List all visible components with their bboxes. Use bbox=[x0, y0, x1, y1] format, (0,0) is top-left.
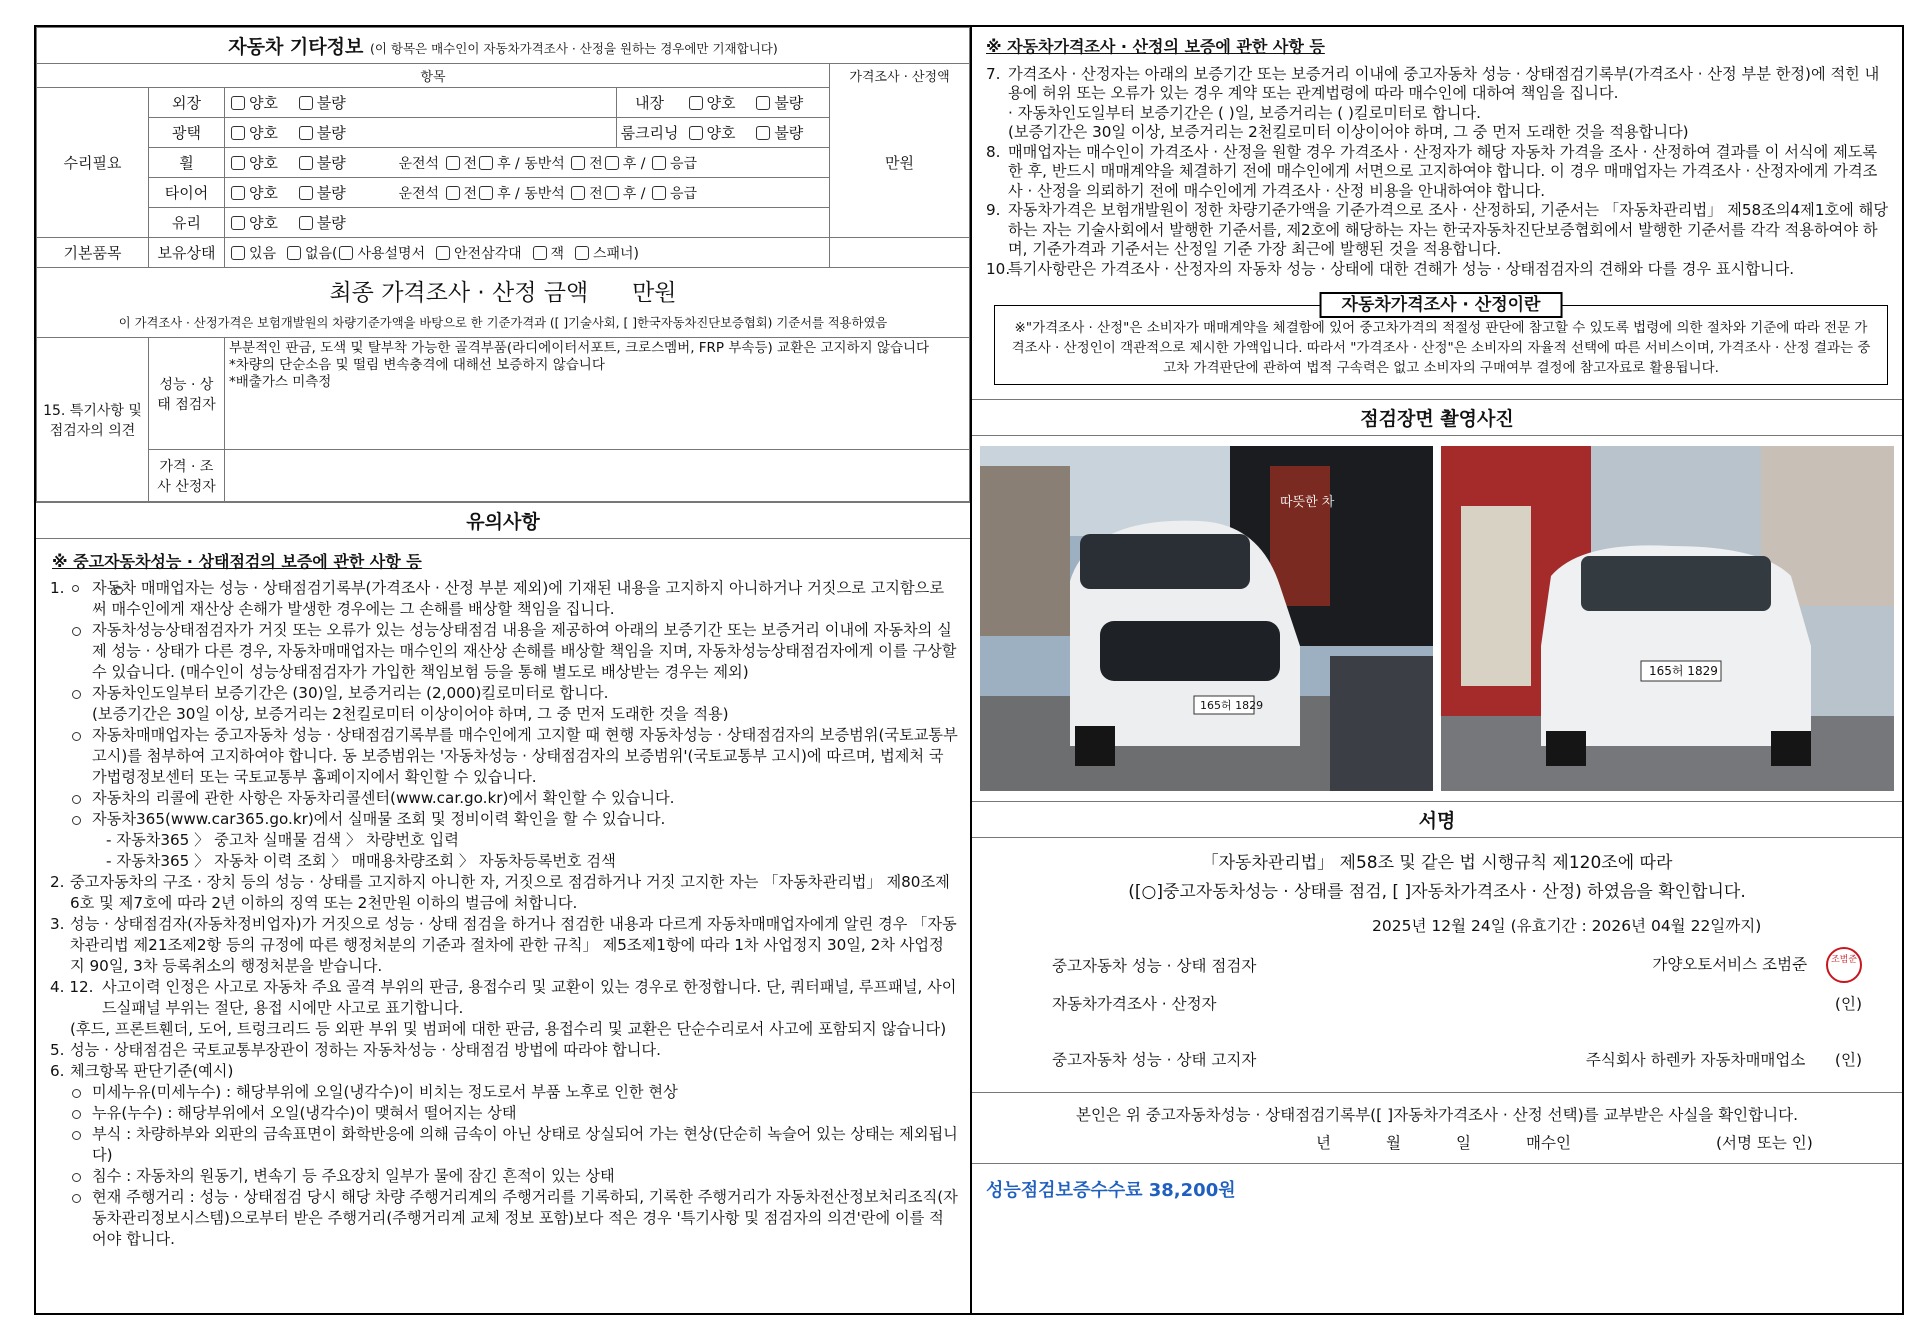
wheel-driver-rear-checkbox[interactable] bbox=[479, 156, 493, 170]
exterior-label: 외장 bbox=[149, 88, 225, 118]
spanner-checkbox[interactable] bbox=[575, 246, 589, 260]
interior-good-checkbox[interactable] bbox=[689, 96, 703, 110]
inspection-record-page bbox=[34, 25, 1904, 1315]
front-car-photo bbox=[980, 446, 1433, 791]
tire-passenger-rear-checkbox[interactable] bbox=[605, 186, 619, 200]
photos-area bbox=[972, 436, 1902, 801]
glass-label: 유리 bbox=[149, 208, 225, 238]
exterior-bad-checkbox[interactable] bbox=[299, 96, 313, 110]
gloss-label: 광택 bbox=[149, 118, 225, 148]
price-notes-heading: ※ 자동차가격조사 · 산정의 보증에 관한 사항 등 bbox=[986, 37, 1325, 56]
price-unit: 만원 bbox=[830, 88, 970, 238]
price-definition-title: 자동차가격조사 · 산정이란 bbox=[1320, 292, 1563, 318]
item-col-header: 항목 bbox=[37, 64, 830, 88]
perf-inspector-label: 성능 · 상태 점검자 bbox=[149, 338, 225, 450]
price-definition-text: ※"가격조사 · 산정"은 소비자가 매매계약을 체결함에 있어 중고차가격의 적절성 판단에 참고할 수 있도록 법령에 의한 절차와 기준에 따라 전문 가격조사 · 산정인이 객관적으로 제시한 가액입니다. 따라서 "가격조사 · 산정"은 소비자의 자율적 선택에 따른 서비스이며, 가격조사 · 산정 결과는 중고차 가격판단에 관하여 법적 구속력은 없고 소비자의 구매여부 결정에 참고자료로 활용됩니다. bbox=[1011, 320, 1871, 376]
sign-section: 「자동차관리법」 제58조 및 같은 법 시행규칙 제120조에 따라 ([○]중고자동차성능 · 상태를 점검, [ ]자동차가격조사 · 산정) 하였음을 확인합니다. 2025년 12월 24일 (유효기간 : 2026년 04월 22일까지) 중고자동차 성능 · 상태 점검자 가양오토서비스 조범준 조범준 자동차가격조사 · 산정자 (인) 중고자동차 성능 · 상태 고지자 주식회사 하렌카 자동차매매업소 (인) bbox=[972, 838, 1902, 1084]
confirm-section: 본인은 위 중고자동차성능 · 상태점검기록부([ ]자동차가격조사 · 산정 선택)를 교부받은 사실을 확인합니다. 년 월 일 매수인 (서명 또는 인) bbox=[972, 1092, 1902, 1163]
notes-heading: ※ 중고자동차성능 · 상태점검의 보증에 관한 사항 등 bbox=[52, 552, 422, 571]
price-definition-box bbox=[994, 295, 1888, 385]
etc-info-note: (이 항목은 매수인이 자동차가격조사 · 산정을 원하는 경우에만 기재합니다) bbox=[369, 41, 778, 56]
possession-label: 보유상태 bbox=[149, 238, 225, 268]
tire-driver-front-checkbox[interactable] bbox=[446, 186, 460, 200]
tire-good-checkbox[interactable] bbox=[231, 186, 245, 200]
final-price-note: 이 가격조사 · 산정가격은 보험개발원의 차량기준가액을 바탕으로 한 기준가격과 ([ ]기술사회, [ ]한국자동차진단보증협회) 기준서를 적용하였음 bbox=[118, 316, 888, 330]
gloss-good-checkbox[interactable] bbox=[231, 126, 245, 140]
front-plate-text: 165허 1829 bbox=[1200, 699, 1264, 712]
wheel-emergency-checkbox[interactable] bbox=[652, 156, 666, 170]
left-column bbox=[36, 27, 972, 1313]
exterior-good-checkbox[interactable] bbox=[231, 96, 245, 110]
has-checkbox[interactable] bbox=[231, 246, 245, 260]
roomclean-label: 룸크리닝 bbox=[616, 118, 682, 148]
shop-sign-text: 따뜻한 차 bbox=[1280, 495, 1335, 510]
wheel-label: 휠 bbox=[149, 148, 225, 178]
jack-checkbox[interactable] bbox=[533, 246, 547, 260]
tire-driver-rear-checkbox[interactable] bbox=[479, 186, 493, 200]
fee-text: 성능점검보증수수료 38,200원 bbox=[972, 1163, 1902, 1313]
tire-label: 타이어 bbox=[149, 178, 225, 208]
wheel-passenger-front-checkbox[interactable] bbox=[571, 156, 585, 170]
price-notes: ※ 자동차가격조사 · 산정의 보증에 관한 사항 등 7. 가격조사 · 산정자는 아래의 보증기간 또는 보증거리 이내에 중고자동차 성능 · 상태점검기록부(가격조사 · 산정 부분 한정)에 적힌 내용에 허위 또는 오류가 있는 경우 계약 또는 관계법령에 따라 매수인에 대하여 책임을 집니다. · 자동차인도일부터 보증기간은 ( )일, 보증거리는 ( )킬로미터로 합니다. (보증기간은 30일 이상, 보증거리는 2천킬로미터 이상이어야 하며, 그 중 먼저 도래한 것을 적용합니다) 8. 매매업자는 매수인이 가격조사 · 산정을 원할 경우 가격조사 · 산정자가 해당 자동차 가격을 조사 · 산정하여 결과를 이 서식에 제도록 한 후, 반드시 매매계약을 체결하기 전에 매수인에게 서면으로 고지하여야 합니다. 이 경우 매매업자는 가격조사 · 산정자에게 가격조사 · 산정을 의뢰하기 전에 매수인에게 가격조사 · 산정 비용을 안내하여야 합니다. 9. 자동차가격은 보험개발원이 정한 차량기준가액을 기준가격으로 조사 · 산정하되, 기준서는 「자동차관리법」 제58조의4제1호에 해당하는 자는 기술사회에서 발행한 기준서를, 제2호에 해당하는 자는 한국자동차진단보증협회에서 발행한 기준서를 각각 적용하여야 하며, 기준가격과 기준서는 산정일 기준 가장 최근에 발행된 것을 적용합니다. 10. 특기사항란은 가격조사 · 산정자의 자동차 성능 · 상태에 대한 견해가 성능 · 상태점검자의 견해와 다를 경우 표시합니다. bbox=[986, 37, 1889, 278]
perf-inspector-opinion: 부분적인 판금, 도색 및 탈부착 가능한 골격부품(라디에이터서포트, 크로스멤버, FRP 부속등) 교환은 고지하지 않습니다 *차량의 단순소음 및 떨림 변속충격에 대해선 보증하지 않습니다 *배출가스 미측정 bbox=[225, 338, 970, 450]
tire-passenger-front-checkbox[interactable] bbox=[571, 186, 585, 200]
roomclean-good-checkbox[interactable] bbox=[689, 126, 703, 140]
final-price-unit: 만원 bbox=[632, 280, 677, 306]
glass-good-checkbox[interactable] bbox=[231, 216, 245, 230]
triangle-checkbox[interactable] bbox=[436, 246, 450, 260]
sign-title: 서명 bbox=[972, 801, 1902, 838]
sign-date: 2025년 12월 24일 (유효기간 : 2026년 04월 22일까지) bbox=[1372, 917, 1762, 935]
price-inspector-opinion bbox=[225, 450, 970, 502]
price-col-header: 가격조사 · 산정액 bbox=[830, 64, 970, 88]
wheel-driver-front-checkbox[interactable] bbox=[446, 156, 460, 170]
roomclean-bad-checkbox[interactable] bbox=[756, 126, 770, 140]
rear-plate-text: 165허 1829 bbox=[1649, 664, 1718, 678]
rear-car-photo bbox=[1441, 446, 1894, 791]
final-price-label: 최종 가격조사 · 산정 금액 bbox=[329, 280, 589, 306]
right-column bbox=[972, 27, 1902, 1313]
tire-emergency-checkbox[interactable] bbox=[652, 186, 666, 200]
etc-info-table: 자동차 기타정보 (이 항목은 매수인이 자동차가격조사 · 산정을 원하는 경우에만 기재합니다) 항목 가격조사 · 산정액 수리필요 외장 양호 불량 내장 양호 불량 만원 광택 양호 불량 룸크리닝 양호 불량 휠 양호 불량 운전석 전 후 / 동반석 전 후 / 응급 타이어 양호 불량 운전석 전 후 / 동반석 전 후 / 응급 유리 양호 불량 기본품목 보유상태 있음 없음( 사용설명서 안전삼각대 잭 스패너) 최종 가격조사 · 산정 금액 만원 이 가격조사 · 산정가격은 보험개발원의 차량기준가액을 바탕으로 한 기준가격과 ([ ]기술사회, [ ]한국자동차진단보증협회) 기준서를 적용하였음 15. 특기사항 및 점검자의 의견 성능 · 상태 점검자 부분적인 판금, 도색 및 탈부착 가능한 골격부품(라디에이터서포트, 크로스멤버, FRP 부속등) 교환은 고지하지 않습니다 *차량의 단순소음 및 떨림 변속충격에 대해선 보증하지 않습니다 *배출가스 미측정 가격 · 조사 산정자 bbox=[36, 27, 970, 502]
wheel-good-checkbox[interactable] bbox=[231, 156, 245, 170]
gloss-bad-checkbox[interactable] bbox=[299, 126, 313, 140]
interior-label: 내장 bbox=[616, 88, 682, 118]
manual-checkbox[interactable] bbox=[339, 246, 353, 260]
etc-info-title: 자동차 기타정보 bbox=[228, 36, 364, 58]
wheel-passenger-rear-checkbox[interactable] bbox=[605, 156, 619, 170]
special-notes-label: 15. 특기사항 및 점검자의 의견 bbox=[37, 338, 149, 502]
tire-bad-checkbox[interactable] bbox=[299, 186, 313, 200]
photos-title: 점검장면 촬영사진 bbox=[972, 399, 1902, 436]
interior-bad-checkbox[interactable] bbox=[756, 96, 770, 110]
repair-label: 수리필요 bbox=[37, 88, 149, 238]
basic-items-label: 기본품목 bbox=[37, 238, 149, 268]
notes-title: 유의사항 bbox=[36, 502, 970, 539]
glass-bad-checkbox[interactable] bbox=[299, 216, 313, 230]
price-inspector-label: 가격 · 조사 산정자 bbox=[149, 450, 225, 502]
none-checkbox[interactable] bbox=[287, 246, 301, 260]
wheel-bad-checkbox[interactable] bbox=[299, 156, 313, 170]
inspector-stamp: 조범준 bbox=[1826, 947, 1862, 983]
notes-body: ※ 중고자동차성능 · 상태점검의 보증에 관한 사항 등 1. 자동차 매매업자는 성능 · 상태점검기록부(가격조사 · 산정 부분 제외)에 기재된 내용을 고지하지 아니하거나 거짓으로 고지함으로써 매수인에게 재산상 손해가 발생한 경우에는 그 손해를 배상할 책임을 집니다. 자동차성능상태점검자가 거짓 또는 오류가 있는 성능상태점검 내용을 제공하여 아래의 보증기간 또는 보증거리 이내에 자동차의 실제 성능 · 상태가 다른 경우, 자동차매매업자는 매수인의 재산상 손해를 배상할 책임을 지며, 자동차성능상태점검자에게 이를 구상할 수 있습니다. (매수인이 성능상태점검자가 가입한 책임보험 등을 통해 별도로 배상받는 경우는 제외) 자동차인도일부터 보증기간은 (30)일, 보증거리는 (2,000)킬로미터로 합니다. (보증기간은 30일 이상, 보증거리는 2천킬로미터 이상이어야 하며, 그 중 먼저 도래한 것을 적용) 자동차매매업자는 중고자동차 성능 · 상태점검기록부를 매수인에게 고지할 때 현행 자동차성능 · 상태점검자의 보증범위(국토교통부 고시)를 첨부하여 고지하여야 합니다. 동 보증범위는 '자동차성능 · 상태점검자의 보증범위'(국토교통부 고시)에 따르며, 법제처 국가법령정보센터 또는 국토교통부 홈페이지에서 확인할 수 있습니다. 자동차의 리콜에 관한 사항은 자동차리콜센터(www.car.go.kr)에서 확인할 수 있습니다. 자동차365(www.car365.go.kr)에서 실매물 조회 및 정비이력 확인을 할 수 있습니다. - 자동차365 〉 중고차 실매물 검색 〉 차량번호 입력 - 자동차365 〉 자동차 이력 조회 〉 매매용차량조회 〉 자동차등록번호 검색 2. 중고자동차의 구조 · 장치 등의 성능 · 상태를 고지하지 아니한 자, 거짓으로 점검하거나 거짓 고지한 자는 「자동차관리법」 제80조제6호 및 제7호에 따라 2년 이하의 징역 또는 2천만원 이하의 벌금에 처합니다. 3. 성능 · 상태점검자(자동차정비업자)가 거짓으로 성능 · 상태 점검을 하거나 점검한 내용과 다르게 자동차매매업자에게 알린 경우 「자동차관리법 제21조제2항 등의 규정에 따른 행정처분의 기준과 절차에 관한 규칙」 제5조제1항에 따라 1차 사업정지 30일, 2차 사업정지 90일, 3차 등록취소의 행정처분을 받습니다. 4. 12. 사고이력 인정은 사고로 자동차 주요 골격 부위의 판금, 용접수리 및 교환이 있는 경우로 한정합니다. 단, 쿼터패널, 루프패널, 사이드실패널 부위는 절단, 용접 시에만 사고로 표기합니다. (후드, 프론트휀더, 도어, 트렁크리드 등 외판 부위 및 범퍼에 대한 판금, 용접수리 및 교환은 단순수리로서 사고에 포함되지 않습니다) 5. 성능 · 상태점검은 국토교통부장관이 정하는 자동차성능 · 상태점검 방법에 따라야 합니다. 6. 체크항목 판단기준(예시) 미세누유(미세누수) : 해당부위에 오일(냉각수)이 비치는 정도로서 부품 노후로 인한 현상 누유(누수) : 해당부위에서 오일(냉각수)이 맺혀서 떨어지는 상태 부식 : 차량하부와 외판의 금속표면이 화학반응에 의해 금속이 아닌 상태로 상실되어 가는 현상(단순히 녹슬어 있는 상태는 제외됩니다) 침수 : 자동차의 원동기, 변속기 등 주요장치 일부가 물에 잠긴 흔적이 있는 상태 현재 주행거리 : 성능 · 상태점검 당시 해당 차량 주행거리계의 주행거리를 기록하되, 기록한 주행거리가 자동차전산정보처리조직(자동차관리정보시스템)으로부터 받은 주행거리(주행거리계 교체 정보 포함)보다 적은 경우 '특기사항 및 점검자의 의견'란에 이를 적어야 합니다. bbox=[50, 552, 958, 1248]
